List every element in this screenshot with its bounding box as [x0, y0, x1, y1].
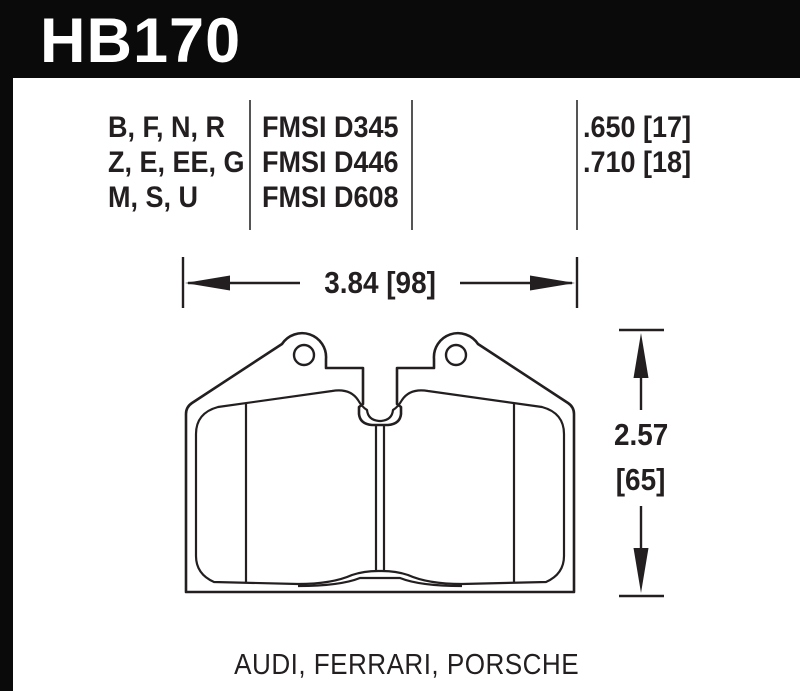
mounting-hole-left [294, 345, 314, 365]
compounds-column [108, 110, 260, 215]
arrowhead-down-icon [634, 548, 649, 593]
fmsi-column [262, 110, 414, 215]
fmsi-row: FMSI D608 [262, 181, 399, 214]
table-divider-2 [411, 100, 413, 230]
applications-text: AUDI, FERRARI, PORSCHE [234, 649, 579, 681]
compounds-row: M, S, U [108, 181, 199, 214]
part-number-banner [0, 0, 800, 78]
thickness-column [583, 110, 703, 215]
backing-plate-outline [186, 333, 574, 592]
fmsi-row: FMSI D446 [262, 146, 399, 179]
fmsi-row: FMSI D345 [262, 111, 399, 144]
table-divider-1 [249, 100, 251, 230]
arrowhead-right-icon [530, 276, 575, 291]
friction-surface-outline [196, 390, 564, 584]
width-dimension-label: 3.84 [98] [300, 262, 460, 304]
height-dimension-label-mm: [65] [616, 462, 666, 497]
thickness-row: .650 [17] [583, 111, 692, 144]
compounds-row: Z, E, EE, G [108, 146, 245, 179]
thickness-row: .710 [18] [583, 146, 692, 179]
part-number: HB170 [40, 6, 242, 76]
center-slot [376, 426, 384, 570]
table-divider-3 [576, 100, 578, 230]
arrowhead-up-icon [634, 333, 649, 378]
compounds-row: B, F, N, R [108, 111, 226, 144]
mounting-hole-right [446, 345, 466, 365]
height-dimension-label-inches: 2.57 [613, 417, 669, 452]
arrowhead-left-icon [185, 276, 230, 291]
